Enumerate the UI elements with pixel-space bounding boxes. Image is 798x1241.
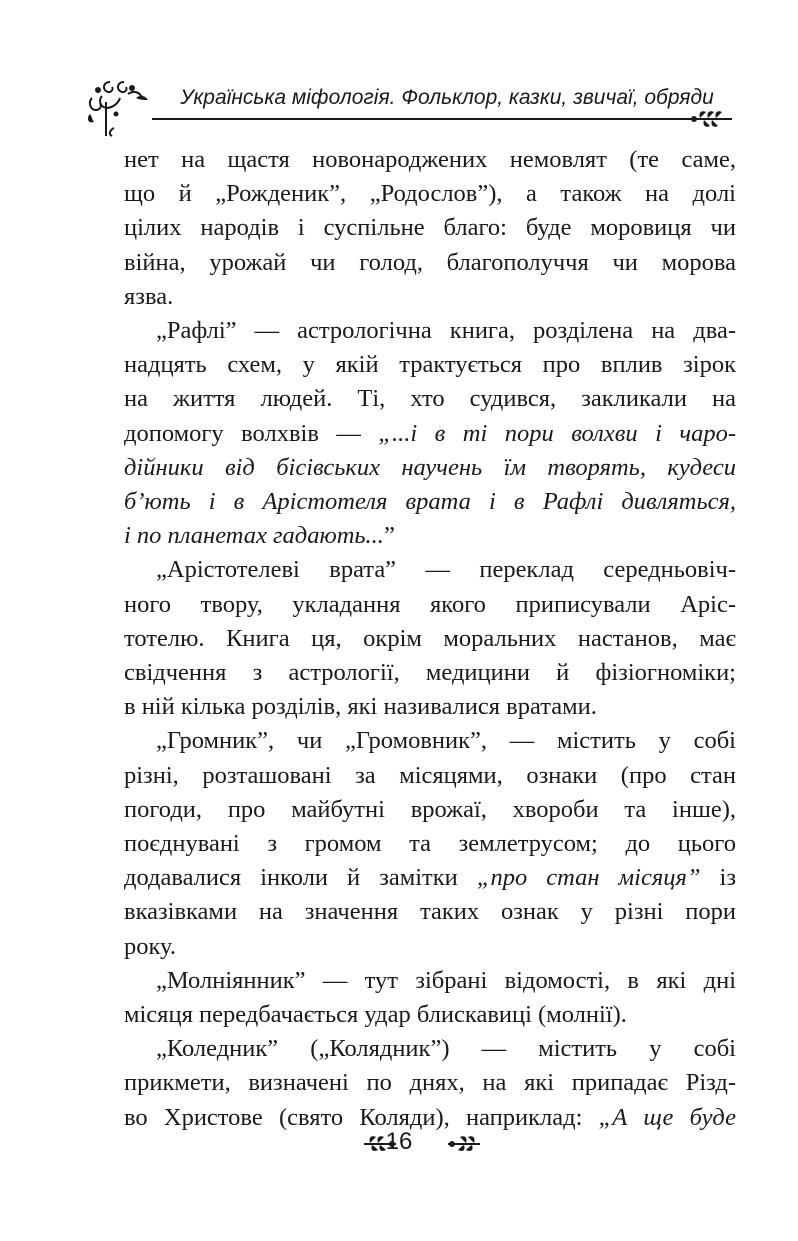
text-run: ” [383,522,395,550]
text-line [124,485,736,519]
text-line: свідчення з астрології, медицини й фізіогноміки; [124,659,736,687]
text-line: погоди, про майбутні врожаї, хвороби та інше), [124,795,736,823]
text-run: во Христове (свято Коляди), наприклад: [124,1103,599,1131]
text-line: „Коледник” („Колядник”) — містить у собі [156,1035,736,1063]
page-number: 16 [385,1128,413,1155]
text-line: вказівками на значення таких ознак у різні пори [124,898,736,926]
text-line [124,451,736,485]
text-line: прикмети, визначені по днях, на які припадає Різд- [124,1069,736,1097]
header-rule [152,118,700,120]
text-line: на життя людей. Ті, хто судився, закликали на [124,385,736,413]
text-line: „Рафлі” — астрологічна книга, розділена на два- [156,317,736,345]
text-line: місяця передбачається удар блискавиці (молнії). [124,1001,627,1029]
text-line: в ній кілька розділів, які називалися вратами. [124,693,597,721]
text-line: цілих народів і суспільне благо: буде моровиця чи [124,214,736,242]
text-line: різні, розташовані за місяцями, ознаки (про стан [124,761,736,789]
italic-text-run: дійники від бісівських научень їм творять, кудеси [124,453,736,481]
italic-text-run: „А ще буде [598,1103,736,1131]
leaf-ornament-right-icon [446,1134,482,1152]
text-line [124,417,736,451]
header-title: Українська міфологія. Фольклор, казки, звичаї, обряди [180,86,714,109]
text-line [124,861,736,895]
text-line: „Арістотелеві врата” — переклад середньовіч- [156,556,736,584]
text-line: війна, урожай чи голод, благополуччя чи морова [124,248,736,276]
text-line: язва. [124,282,174,310]
text-run: додавалися інколи й замітки [124,864,477,892]
page-footer [0,1124,798,1164]
leaf-ornament-icon [688,108,734,128]
text-run: із [700,864,736,892]
text-line: що й „Рожденик”, „Родослов”), а також на долі [124,180,736,208]
corner-ornament-icon [84,78,164,138]
text-line: надцять схем, у якій трактується про вплив зірок [124,351,736,379]
text-line: року. [124,932,176,960]
italic-text-run: „...і в ті пори волхви і чаро- [378,419,736,447]
text-line: ного твору, укладання якого приписували Аріс- [124,590,736,618]
italic-text-run: і по планетах гадають... [124,522,384,550]
text-line: поєднувані з громом та землетрусом; до цього [124,830,736,858]
text-line: нет на щастя новонароджених немовлят (те саме, [124,146,736,173]
text-run: допомогу волхвів — [124,419,379,447]
italic-text-run: „про стан місяця” [476,864,701,892]
running-header [84,78,738,138]
body-text [124,143,736,1135]
text-line: „Громник”, чи „Громовник”, — містить у собі [156,727,736,755]
text-line: тотелю. Книга ця, окрім моральних настанов, має [124,624,736,652]
text-line [124,519,736,553]
text-line: „Молніянник” — тут зібрані відомості, в які дні [156,966,736,994]
italic-text-run: б’ють і в Арістотеля врата і в Рафлі дивляться, [124,488,736,516]
